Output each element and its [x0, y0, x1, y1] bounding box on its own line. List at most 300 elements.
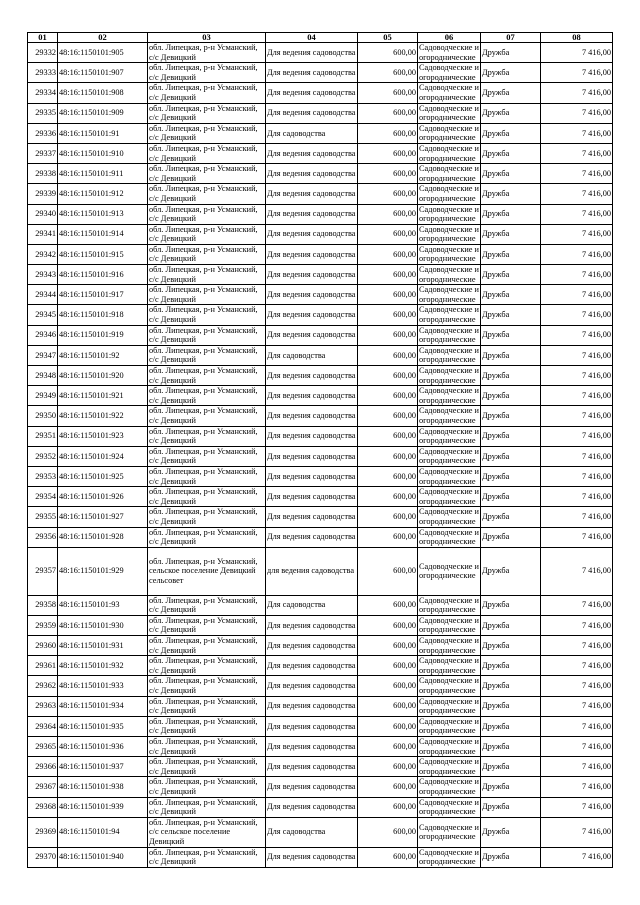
address-cell: обл. Липецкая, р-н Усманский, с/с Девицкий: [148, 386, 266, 406]
row-number-cell: 29363: [28, 696, 58, 716]
table-row: [28, 426, 613, 446]
cadastral-number-cell: 48:16:1150101:908: [58, 83, 148, 103]
cadastral-number-cell: 48:16:1150101:929: [58, 547, 148, 595]
value-cell: 7 416,00: [541, 636, 613, 656]
value-cell: 7 416,00: [541, 265, 613, 285]
category-cell: Садоводческие и огороднические: [419, 103, 479, 123]
row-number-cell: 29348: [28, 366, 58, 386]
area-cell: 600,00: [358, 345, 418, 365]
area-cell: 600,00: [358, 103, 418, 123]
association-cell: Дружба: [481, 527, 541, 547]
address-cell: обл. Липецкая, р-н Усманский, с/с Девицкий: [148, 265, 266, 285]
cadastral-number-cell: 48:16:1150101:918: [58, 305, 148, 325]
cadastral-number-cell: 48:16:1150101:92: [58, 345, 148, 365]
row-number-cell: 29337: [28, 143, 58, 163]
cadastral-number-cell: 48:16:1150101:91: [58, 123, 148, 143]
row-number-cell: 29335: [28, 103, 58, 123]
row-number-cell: 29362: [28, 676, 58, 696]
value-cell: 7 416,00: [541, 103, 613, 123]
association-cell: Дружба: [481, 757, 541, 777]
cadastral-number-cell: 48:16:1150101:938: [58, 777, 148, 797]
category-cell: Садоводческие и огороднические: [419, 143, 479, 163]
cadastral-number-cell: 48:16:1150101:917: [58, 285, 148, 305]
value-cell: 7 416,00: [541, 676, 613, 696]
area-cell: 600,00: [358, 507, 418, 527]
address-cell: обл. Липецкая, р-н Усманский, с/с Девицкий: [148, 507, 266, 527]
purpose-cell: Для садоводства: [266, 123, 358, 143]
purpose-cell: Для ведения садоводства: [266, 204, 358, 224]
area-cell: 600,00: [358, 83, 418, 103]
category-cell: Садоводческие и огороднические: [419, 184, 479, 203]
row-number-cell: 29342: [28, 244, 58, 264]
purpose-cell: Для ведения садоводства: [266, 63, 358, 83]
purpose-cell: Для ведения садоводства: [266, 716, 358, 736]
association-cell: Дружба: [481, 466, 541, 486]
row-number-cell: 29358: [28, 595, 58, 615]
association-cell: Дружба: [481, 595, 541, 615]
cadastral-number-cell: 48:16:1150101:932: [58, 656, 148, 676]
category-cell: Садоводческие и огороднические: [419, 507, 479, 526]
area-cell: 600,00: [358, 386, 418, 406]
row-number-cell: 29370: [28, 847, 58, 867]
purpose-cell: Для ведения садоводства: [266, 507, 358, 527]
area-cell: 600,00: [358, 184, 418, 204]
purpose-cell: Для ведения садоводства: [266, 244, 358, 264]
table-row: [28, 527, 613, 547]
row-number-cell: 29339: [28, 184, 58, 204]
value-cell: 7 416,00: [541, 204, 613, 224]
area-cell: 600,00: [358, 265, 418, 285]
table-row: [28, 656, 613, 676]
address-cell: обл. Липецкая, р-н Усманский, с/с Девицкий: [148, 103, 266, 123]
address-cell: обл. Липецкая, р-н Усманский, с/с Девицкий: [148, 224, 266, 244]
address-cell: обл. Липецкая, р-н Усманский, с/с Девицкий: [148, 366, 266, 386]
association-cell: Дружба: [481, 204, 541, 224]
category-cell: Садоводческие и огороднические: [419, 656, 479, 675]
cadastral-number-cell: 48:16:1150101:936: [58, 737, 148, 757]
association-cell: Дружба: [481, 817, 541, 847]
area-cell: 600,00: [358, 204, 418, 224]
value-cell: 7 416,00: [541, 847, 613, 867]
address-cell: обл. Липецкая, р-н Усманский, с/с Девицкий: [148, 143, 266, 163]
purpose-cell: Для ведения садоводства: [266, 676, 358, 696]
address-cell: обл. Липецкая, р-н Усманский, с/с Девицкий: [148, 466, 266, 486]
header-cell: 04: [266, 33, 358, 43]
purpose-cell: Для ведения садоводства: [266, 847, 358, 867]
table-row: [28, 615, 613, 635]
value-cell: 7 416,00: [541, 184, 613, 204]
cadastral-number-cell: 48:16:1150101:940: [58, 847, 148, 867]
address-cell: обл. Липецкая, р-н Усманский, с/с Девицкий: [148, 696, 266, 716]
purpose-cell: Для ведения садоводства: [266, 487, 358, 507]
table-row: [28, 737, 613, 757]
row-number-cell: 29347: [28, 345, 58, 365]
address-cell: обл. Липецкая, р-н Усманский, с/с Девицкий: [148, 305, 266, 325]
purpose-cell: Для ведения садоводства: [266, 386, 358, 406]
area-cell: 600,00: [358, 777, 418, 797]
row-number-cell: 29355: [28, 507, 58, 527]
area-cell: 600,00: [358, 636, 418, 656]
association-cell: Дружба: [481, 265, 541, 285]
value-cell: 7 416,00: [541, 737, 613, 757]
value-cell: 7 416,00: [541, 224, 613, 244]
row-number-cell: 29333: [28, 63, 58, 83]
association-cell: Дружба: [481, 737, 541, 757]
table-row: [28, 123, 613, 143]
cadastral-number-cell: 48:16:1150101:920: [58, 366, 148, 386]
category-cell: Садоводческие и огороднические: [419, 636, 479, 655]
header-cell: 06: [418, 33, 481, 43]
association-cell: Дружба: [481, 696, 541, 716]
row-number-cell: 29352: [28, 446, 58, 466]
value-cell: 7 416,00: [541, 446, 613, 466]
area-cell: 600,00: [358, 285, 418, 305]
area-cell: 600,00: [358, 547, 418, 595]
purpose-cell: Для садоводства: [266, 817, 358, 847]
address-cell: обл. Липецкая, р-н Усманский, с/с Девицкий: [148, 184, 266, 204]
purpose-cell: Для ведения садоводства: [266, 184, 358, 204]
table-row: [28, 386, 613, 406]
association-cell: Дружба: [481, 386, 541, 406]
address-cell: обл. Липецкая, р-н Усманский, с/с Девицкий: [148, 285, 266, 305]
association-cell: Дружба: [481, 103, 541, 123]
area-cell: 600,00: [358, 143, 418, 163]
category-cell: Садоводческие и огороднические: [419, 466, 479, 486]
row-number-cell: 29367: [28, 777, 58, 797]
purpose-cell: Для ведения садоводства: [266, 615, 358, 635]
area-cell: 600,00: [358, 487, 418, 507]
association-cell: Дружба: [481, 366, 541, 386]
category-cell: Садоводческие и огороднические: [419, 847, 479, 867]
row-number-cell: 29360: [28, 636, 58, 656]
area-cell: 600,00: [358, 224, 418, 244]
purpose-cell: Для ведения садоводства: [266, 224, 358, 244]
cadastral-number-cell: 48:16:1150101:923: [58, 426, 148, 446]
area-cell: 600,00: [358, 676, 418, 696]
row-number-cell: 29346: [28, 325, 58, 345]
purpose-cell: Для ведения садоводства: [266, 265, 358, 285]
table-row: [28, 636, 613, 656]
value-cell: 7 416,00: [541, 244, 613, 264]
row-number-cell: 29345: [28, 305, 58, 325]
cadastral-number-cell: 48:16:1150101:939: [58, 797, 148, 817]
category-cell: Садоводческие и огороднические: [419, 224, 479, 244]
header-cell: 03: [148, 33, 266, 43]
category-cell: Садоводческие и огороднические: [419, 43, 479, 62]
area-cell: 600,00: [358, 615, 418, 635]
association-cell: Дружба: [481, 406, 541, 426]
cadastral-number-cell: 48:16:1150101:928: [58, 527, 148, 547]
value-cell: 7 416,00: [541, 466, 613, 486]
value-cell: 7 416,00: [541, 777, 613, 797]
association-cell: Дружба: [481, 777, 541, 797]
row-number-cell: 29336: [28, 123, 58, 143]
row-number-cell: 29332: [28, 43, 58, 63]
purpose-cell: Для ведения садоводства: [266, 325, 358, 345]
association-cell: Дружба: [481, 43, 541, 63]
association-cell: Дружба: [481, 797, 541, 817]
address-cell: обл. Липецкая, р-н Усманский, с/с Девицкий: [148, 63, 266, 83]
land-plots-table: [27, 32, 613, 868]
category-cell: Садоводческие и огороднические: [419, 777, 479, 796]
table-row: [28, 164, 613, 184]
row-number-cell: 29357: [28, 547, 58, 595]
table-row: [28, 285, 613, 305]
cadastral-number-cell: 48:16:1150101:924: [58, 446, 148, 466]
address-cell: обл. Липецкая, р-н Усманский, с/с Девицкий: [148, 123, 266, 143]
category-cell: Садоводческие и огороднические: [419, 676, 479, 696]
header-cell: 05: [358, 33, 418, 43]
area-cell: 600,00: [358, 817, 418, 847]
value-cell: 7 416,00: [541, 143, 613, 163]
row-number-cell: 29366: [28, 757, 58, 777]
category-cell: Садоводческие и огороднические: [419, 164, 479, 183]
cadastral-number-cell: 48:16:1150101:927: [58, 507, 148, 527]
value-cell: 7 416,00: [541, 345, 613, 365]
address-cell: обл. Липецкая, р-н Усманский, с/с Девицкий: [148, 676, 266, 696]
table-row: [28, 777, 613, 797]
address-cell: обл. Липецкая, р-н Усманский, с/с Девицкий: [148, 595, 266, 615]
table-header-row: [28, 33, 613, 43]
area-cell: 600,00: [358, 797, 418, 817]
purpose-cell: Для ведения садоводства: [266, 83, 358, 103]
cadastral-number-cell: 48:16:1150101:935: [58, 716, 148, 736]
address-cell: обл. Липецкая, р-н Усманский, с/с Девицкий: [148, 797, 266, 817]
value-cell: 7 416,00: [541, 595, 613, 615]
purpose-cell: Для ведения садоводства: [266, 656, 358, 676]
cadastral-number-cell: 48:16:1150101:934: [58, 696, 148, 716]
area-cell: 600,00: [358, 847, 418, 867]
address-cell: обл. Липецкая, р-н Усманский, с/с Девицкий: [148, 325, 266, 345]
row-number-cell: 29361: [28, 656, 58, 676]
association-cell: Дружба: [481, 847, 541, 867]
area-cell: 600,00: [358, 43, 418, 63]
area-cell: 600,00: [358, 244, 418, 264]
purpose-cell: Для садоводства: [266, 595, 358, 615]
value-cell: 7 416,00: [541, 406, 613, 426]
category-cell: Садоводческие и огороднические: [419, 426, 479, 446]
value-cell: 7 416,00: [541, 164, 613, 184]
category-cell: Садоводческие и огороднические: [419, 63, 479, 82]
row-number-cell: 29369: [28, 817, 58, 847]
value-cell: 7 416,00: [541, 63, 613, 83]
row-number-cell: 29334: [28, 83, 58, 103]
table-row: [28, 487, 613, 507]
category-cell: Садоводческие и огороднические: [419, 386, 479, 405]
category-cell: Садоводческие и огороднические: [418, 547, 481, 595]
table-row: [28, 325, 613, 345]
category-cell: Садоводческие и огороднические: [419, 757, 479, 776]
address-cell: обл. Липецкая, р-н Усманский, с/с Девицкий: [148, 636, 266, 656]
cadastral-number-cell: 48:16:1150101:922: [58, 406, 148, 426]
document-page: [27, 32, 613, 868]
value-cell: 7 416,00: [541, 43, 613, 63]
value-cell: 7 416,00: [541, 797, 613, 817]
table-row: [28, 406, 613, 426]
table-row: [28, 757, 613, 777]
cadastral-number-cell: 48:16:1150101:925: [58, 466, 148, 486]
cadastral-number-cell: 48:16:1150101:93: [58, 595, 148, 615]
table-row: [28, 204, 613, 224]
area-cell: 600,00: [358, 406, 418, 426]
value-cell: 7 416,00: [541, 325, 613, 345]
purpose-cell: Для ведения садоводства: [266, 777, 358, 797]
value-cell: 7 416,00: [541, 507, 613, 527]
area-cell: 600,00: [358, 737, 418, 757]
category-cell: Садоводческие и огороднические: [419, 305, 479, 325]
cadastral-number-cell: 48:16:1150101:914: [58, 224, 148, 244]
purpose-cell: Для ведения садоводства: [266, 696, 358, 716]
area-cell: 600,00: [358, 466, 418, 486]
category-cell: Садоводческие и огороднические: [419, 265, 479, 284]
cadastral-number-cell: 48:16:1150101:910: [58, 143, 148, 163]
address-cell: обл. Липецкая, р-н Усманский, с/с сельское поселение Девицкий: [148, 817, 266, 847]
value-cell: 7 416,00: [541, 696, 613, 716]
address-cell: обл. Липецкая, р-н Усманский, с/с Девицкий: [148, 847, 266, 867]
area-cell: 600,00: [358, 446, 418, 466]
value-cell: 7 416,00: [541, 386, 613, 406]
address-cell: обл. Липецкая, р-н Усманский, с/с Девицкий: [148, 446, 266, 466]
area-cell: 600,00: [358, 325, 418, 345]
purpose-cell: Для ведения садоводства: [266, 285, 358, 305]
area-cell: 600,00: [358, 716, 418, 736]
row-number-cell: 29341: [28, 224, 58, 244]
table-row: [28, 305, 613, 325]
row-number-cell: 29349: [28, 386, 58, 406]
row-number-cell: 29353: [28, 466, 58, 486]
area-cell: 600,00: [358, 696, 418, 716]
row-number-cell: 29356: [28, 527, 58, 547]
purpose-cell: Для ведения садоводства: [266, 527, 358, 547]
area-cell: 600,00: [358, 366, 418, 386]
cadastral-number-cell: 48:16:1150101:912: [58, 184, 148, 204]
table-row: [28, 83, 613, 103]
purpose-cell: Для ведения садоводства: [266, 164, 358, 184]
address-cell: обл. Липецкая, р-н Усманский, с/с Девицкий: [148, 615, 266, 635]
table-row: [28, 345, 613, 365]
association-cell: Дружба: [481, 83, 541, 103]
value-cell: 7 416,00: [541, 366, 613, 386]
table-row: [28, 43, 613, 63]
table-row: [28, 143, 613, 163]
address-cell: обл. Липецкая, р-н Усманский, с/с Девицкий: [148, 43, 266, 63]
association-cell: Дружба: [481, 636, 541, 656]
area-cell: 600,00: [358, 63, 418, 83]
association-cell: Дружба: [481, 716, 541, 736]
association-cell: Дружба: [481, 446, 541, 466]
purpose-cell: Для ведения садоводства: [266, 143, 358, 163]
category-cell: Садоводческие и огороднические: [419, 696, 479, 716]
table-row: [28, 547, 613, 595]
cadastral-number-cell: 48:16:1150101:919: [58, 325, 148, 345]
value-cell: 7 416,00: [541, 123, 613, 143]
row-number-cell: 29359: [28, 615, 58, 635]
category-cell: Садоводческие и огороднические: [419, 446, 479, 466]
association-cell: Дружба: [481, 487, 541, 507]
table-row: [28, 103, 613, 123]
cadastral-number-cell: 48:16:1150101:94: [58, 817, 148, 847]
value-cell: 7 416,00: [541, 656, 613, 676]
header-cell: 02: [58, 33, 148, 43]
address-cell: обл. Липецкая, р-н Усманский, с/с Девицкий: [148, 656, 266, 676]
address-cell: обл. Липецкая, р-н Усманский, с/с Девицкий: [148, 757, 266, 777]
value-cell: 7 416,00: [541, 285, 613, 305]
cadastral-number-cell: 48:16:1150101:905: [58, 43, 148, 63]
table-row: [28, 265, 613, 285]
address-cell: обл. Липецкая, р-н Усманский, с/с Девицкий: [148, 426, 266, 446]
row-number-cell: 29351: [28, 426, 58, 446]
row-number-cell: 29340: [28, 204, 58, 224]
purpose-cell: Для ведения садоводства: [266, 406, 358, 426]
value-cell: 7 416,00: [541, 547, 613, 595]
area-cell: 600,00: [358, 164, 418, 184]
category-cell: Садоводческие и огороднические: [419, 595, 479, 615]
table-row: [28, 244, 613, 264]
table-row: [28, 507, 613, 527]
table-row: [28, 366, 613, 386]
address-cell: обл. Липецкая, р-н Усманский, с/с Девицкий: [148, 527, 266, 547]
table-row: [28, 446, 613, 466]
area-cell: 600,00: [358, 527, 418, 547]
row-number-cell: 29368: [28, 797, 58, 817]
address-cell: обл. Липецкая, р-н Усманский, с/с Девицкий: [148, 244, 266, 264]
association-cell: Дружба: [481, 244, 541, 264]
purpose-cell: Для ведения садоводства: [266, 757, 358, 777]
category-cell: Садоводческие и огороднические: [419, 345, 479, 365]
address-cell: обл. Липецкая, р-н Усманский, сельское поселение Девицкий сельсовет: [148, 547, 266, 595]
category-cell: Садоводческие и огороднические: [419, 83, 479, 102]
address-cell: обл. Липецкая, р-н Усманский, с/с Девицкий: [148, 487, 266, 507]
table-row: [28, 595, 613, 615]
row-number-cell: 29364: [28, 716, 58, 736]
area-cell: 600,00: [358, 656, 418, 676]
category-cell: Садоводческие и огороднические: [419, 244, 479, 264]
area-cell: 600,00: [358, 426, 418, 446]
address-cell: обл. Липецкая, р-н Усманский, с/с Девицкий: [148, 716, 266, 736]
purpose-cell: Для ведения садоводства: [266, 466, 358, 486]
cadastral-number-cell: 48:16:1150101:931: [58, 636, 148, 656]
row-number-cell: 29343: [28, 265, 58, 285]
value-cell: 7 416,00: [541, 527, 613, 547]
association-cell: Дружба: [481, 63, 541, 83]
table-row: [28, 716, 613, 736]
category-cell: Садоводческие и огороднические: [419, 615, 479, 635]
table-row: [28, 63, 613, 83]
category-cell: Садоводческие и огороднические: [419, 204, 479, 224]
category-cell: Садоводческие и огороднические: [419, 487, 479, 506]
association-cell: Дружба: [481, 656, 541, 676]
category-cell: Садоводческие и огороднические: [419, 285, 479, 304]
purpose-cell: Для ведения садоводства: [266, 797, 358, 817]
table-row: [28, 224, 613, 244]
table-body: [28, 43, 613, 868]
row-number-cell: 29344: [28, 285, 58, 305]
purpose-cell: Для ведения садоводства: [266, 366, 358, 386]
table-row: [28, 676, 613, 696]
address-cell: обл. Липецкая, р-н Усманский, с/с Девицкий: [148, 777, 266, 797]
association-cell: Дружба: [481, 507, 541, 527]
address-cell: обл. Липецкая, р-н Усманский, с/с Девицкий: [148, 83, 266, 103]
category-cell: Садоводческие и огороднические: [419, 325, 479, 345]
category-cell: Садоводческие и огороднические: [419, 123, 479, 143]
cadastral-number-cell: 48:16:1150101:916: [58, 265, 148, 285]
cadastral-number-cell: 48:16:1150101:921: [58, 386, 148, 406]
category-cell: Садоводческие и огороднические: [418, 817, 481, 847]
address-cell: обл. Липецкая, р-н Усманский, с/с Девицкий: [148, 164, 266, 184]
purpose-cell: Для ведения садоводства: [266, 43, 358, 63]
association-cell: Дружба: [481, 426, 541, 446]
address-cell: обл. Липецкая, р-н Усманский, с/с Девицкий: [148, 737, 266, 757]
